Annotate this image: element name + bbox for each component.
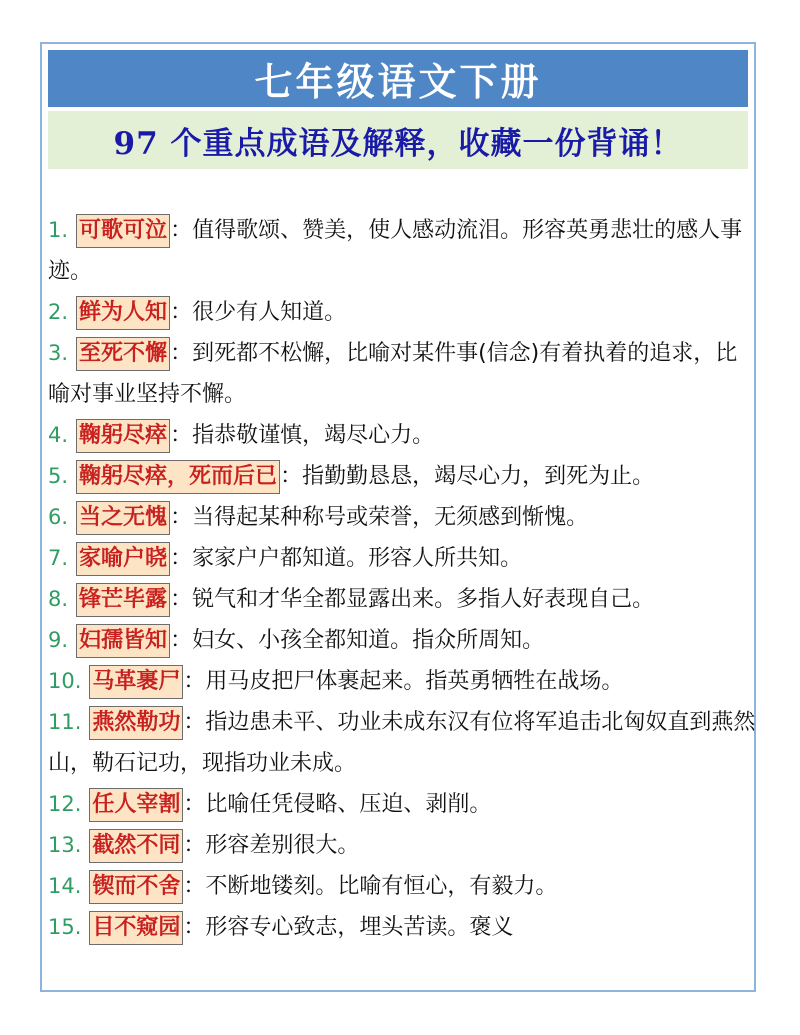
- idiom-entry-4: [48, 415, 756, 456]
- idiom-term: 当之无愧: [76, 501, 170, 535]
- idiom-definition: ：值得歌颂、赞美，使人感动流泪。形容英勇悲壮的感人事迹。: [48, 218, 743, 284]
- idiom-term: 马革裹尸: [89, 665, 183, 699]
- idiom-entry-2: [48, 292, 756, 333]
- idiom-term: 鞠躬尽瘁，死而后已: [76, 460, 280, 494]
- entry-number: 5.: [48, 464, 69, 488]
- idiom-term: 目不窥园: [89, 911, 183, 945]
- idiom-definition: ：到死都不松懈，比喻对某件事(信念)有着执着的追求，比喻对事业坚持不懈。: [48, 341, 738, 407]
- idiom-term: 鞠躬尽瘁: [76, 419, 170, 453]
- idiom-entry-7: [48, 538, 756, 579]
- entry-number: 1.: [48, 218, 69, 242]
- idiom-term: 鲜为人知: [76, 296, 170, 330]
- idiom-definition: ：比喻任凭侵略、压迫、剥削。: [183, 792, 492, 817]
- idiom-definition: ：很少有人知道。: [170, 300, 347, 325]
- idiom-entry-1: [48, 210, 756, 292]
- idiom-definition: ：指勤勤恳恳，竭尽心力，到死为止。: [280, 464, 655, 489]
- entry-number: 12.: [48, 792, 82, 816]
- idiom-entry-9: [48, 620, 756, 661]
- entry-number: 10.: [48, 669, 82, 693]
- page-subtitle: 97 个重点成语及解释，收藏一份背诵！: [113, 125, 683, 162]
- idiom-definition: ：不断地镂刻。比喻有恒心，有毅力。: [183, 874, 558, 899]
- title-banner: [48, 50, 748, 107]
- idiom-entry-13: [48, 825, 756, 866]
- entry-number: 11.: [48, 710, 82, 734]
- entry-number: 9.: [48, 628, 69, 652]
- entry-number: 4.: [48, 423, 69, 447]
- idiom-term: 家喻户晓: [76, 542, 170, 576]
- entry-number: 13.: [48, 833, 82, 857]
- entry-number: 8.: [48, 587, 69, 611]
- idiom-term: 燕然勒功: [89, 706, 183, 740]
- idiom-entry-3: [48, 333, 756, 415]
- idiom-definition: ：家家户户都知道。形容人所共知。: [170, 546, 523, 571]
- entry-number: 14.: [48, 874, 82, 898]
- idiom-term: 可歌可泣: [76, 214, 170, 248]
- idiom-term: 锋芒毕露: [76, 583, 170, 617]
- idiom-definition: ：指恭敬谨慎，竭尽心力。: [170, 423, 435, 448]
- idiom-definition: ：锐气和才华全都显露出来。多指人好表现自己。: [170, 587, 655, 612]
- idiom-term: 妇孺皆知: [76, 624, 170, 658]
- idiom-definition: ：妇女、小孩全都知道。指众所周知。: [170, 628, 545, 653]
- entry-number: 3.: [48, 341, 69, 365]
- idiom-definition: ：形容专心致志，埋头苦读。褒义: [183, 915, 514, 940]
- idiom-definition: ：形容差别很大。: [183, 833, 360, 858]
- idiom-entry-8: [48, 579, 756, 620]
- idiom-term: 截然不同: [89, 829, 183, 863]
- idiom-entry-11: [48, 702, 756, 784]
- page-title: 七年级语文下册: [254, 60, 542, 104]
- entry-number: 6.: [48, 505, 69, 529]
- idiom-term: 任人宰割: [89, 788, 183, 822]
- idiom-list: [48, 210, 756, 948]
- idiom-entry-6: [48, 497, 756, 538]
- subtitle-banner: [48, 111, 748, 169]
- idiom-entry-10: [48, 661, 756, 702]
- idiom-definition: ：用马皮把尸体裹起来。指英勇牺牲在战场。: [183, 669, 624, 694]
- idiom-definition: ：当得起某种称号或荣誉，无须感到惭愧。: [170, 505, 589, 530]
- idiom-entry-5: [48, 456, 756, 497]
- entry-number: 15.: [48, 915, 82, 939]
- idiom-entry-14: [48, 866, 756, 907]
- idiom-entry-15: [48, 907, 756, 948]
- entry-number: 7.: [48, 546, 69, 570]
- idiom-definition: ：指边患未平、功业未成东汉有位将军追击北匈奴直到燕然山，勒石记功，现指功业未成。: [48, 710, 756, 776]
- entry-number: 2.: [48, 300, 69, 324]
- idiom-term: 锲而不舍: [89, 870, 183, 904]
- idiom-term: 至死不懈: [76, 337, 170, 371]
- idiom-entry-12: [48, 784, 756, 825]
